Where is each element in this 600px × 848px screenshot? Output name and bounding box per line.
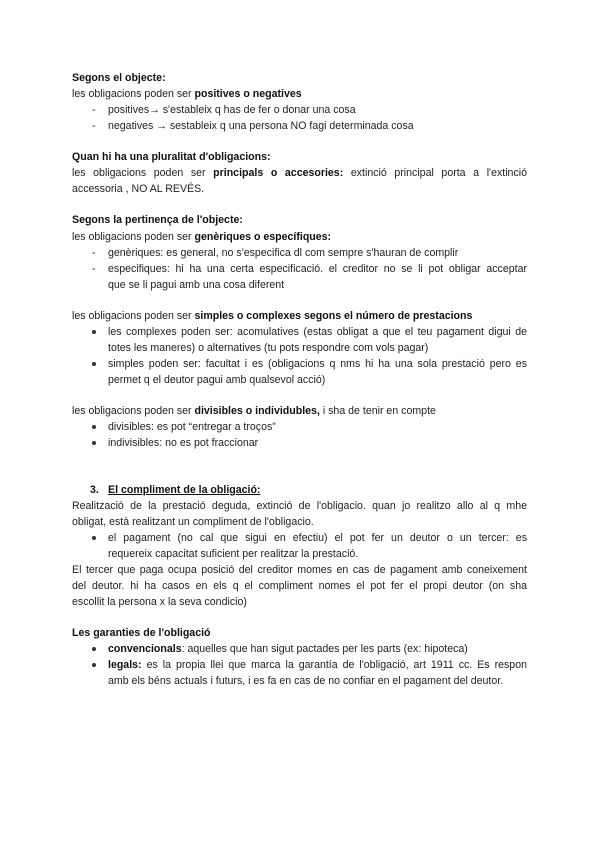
- text-run: escollit la persona x la seva condicio): [72, 596, 247, 608]
- bullet-icon: [92, 658, 96, 673]
- bold-text: genèriques o específiques:: [194, 231, 332, 243]
- text-line: [108, 278, 284, 293]
- list-number: 3.: [90, 484, 99, 496]
- dash-marker: -: [92, 104, 96, 116]
- text-run: les obligacions poden ser: [72, 231, 195, 243]
- bold-text: legals:: [108, 659, 142, 671]
- text-run: totes les maneres) o alternatives (tu pots respondre com vols pagar): [108, 342, 429, 354]
- text-line: [72, 499, 527, 514]
- bullet-icon: [92, 531, 96, 546]
- text-run: Realització de la prestació deguda, extinció de l'obligacio. quan jo realitzo allo al q mhe: [72, 500, 527, 512]
- bullet-icon: [92, 436, 96, 451]
- text-line: [108, 547, 358, 562]
- section-heading: [72, 150, 271, 165]
- text-run: genèriques: es general, no s'especifica dl com sempre s'hauran de complir: [108, 247, 459, 259]
- text-run: les obligacions poden ser: [72, 167, 214, 179]
- bold-text: Segons la pertinença de l'objecte:: [72, 214, 243, 226]
- text-run: i sha de tenir en compte: [319, 405, 436, 417]
- bullet-icon: [92, 420, 96, 435]
- text-line: [72, 563, 527, 578]
- text-run: negatives → sestableix q una persona NO fagi determinada cosa: [108, 120, 414, 132]
- text-run: divisibles: es pot “entregar a troços”: [108, 421, 276, 433]
- text-run: el pagament (no cal que sigui en efectiu) el pot fer un deutor o un tercer: es: [108, 532, 527, 544]
- text-line: [108, 658, 527, 673]
- dash-marker: -: [92, 120, 96, 132]
- text-run: que se li pagui amb una cosa diferent: [108, 279, 285, 291]
- text-line: [108, 642, 468, 657]
- text-run: obligat, està realitzant un compliment de l'obligacio.: [72, 516, 314, 528]
- text-run: amb els béns actuals i futurs, i es fa en cas de no confiar en el pagament del deutor.: [108, 675, 504, 687]
- text-line: [108, 325, 527, 340]
- bold-text: positives o negatives: [194, 88, 302, 100]
- text-run: especifiques: hi ha una certa especificació. el creditor no se li pot obligar acceptar: [108, 263, 527, 275]
- text-line: [72, 182, 204, 197]
- text-run: permet q el deutor pagui amb qualsevol acció): [108, 374, 326, 386]
- text-line: [108, 436, 258, 451]
- bullet-icon: [92, 357, 96, 372]
- text-line: [72, 230, 331, 245]
- bold-text: Les garanties de l'obligació: [72, 627, 211, 639]
- section-heading: [72, 71, 166, 86]
- text-run: indivisibles: no es pot fraccionar: [108, 437, 259, 449]
- text-line: [108, 246, 458, 261]
- text-line: [72, 595, 247, 610]
- text-run: les obligacions poden ser: [72, 405, 195, 417]
- text-line: [108, 531, 527, 546]
- text-line: [72, 309, 472, 324]
- text-run: : aquelles que han sigut pactades per les parts (ex: hipoteca): [181, 643, 468, 655]
- bullet-icon: [92, 642, 96, 657]
- section-heading: [108, 483, 260, 498]
- text-line: [108, 420, 276, 435]
- text-run: les obligacions poden ser: [72, 310, 195, 322]
- text-line: [72, 87, 302, 102]
- section-heading: [72, 213, 243, 228]
- bold-text: principals o accesories:: [213, 167, 344, 179]
- text-run: simples poden ser: facultat i es (obligacions q nms hi ha una sola prestació pero es: [108, 358, 527, 370]
- bold-text: simples o complexes segons el número de prestacions: [194, 310, 473, 322]
- text-line: [108, 103, 356, 118]
- text-run: requereix capacitat suficient per realitzar la prestació.: [108, 548, 359, 560]
- text-line: [108, 119, 414, 134]
- text-line: [108, 357, 527, 372]
- dash-marker: -: [92, 247, 96, 259]
- bold-text: El compliment de la obligació:: [108, 484, 261, 496]
- section-heading: [72, 626, 211, 641]
- text-run: es la propia llei que marca la garantía de l'obligació, art 1911 cc. Es respon: [141, 659, 527, 671]
- dash-marker: -: [92, 263, 96, 275]
- text-line: [108, 674, 503, 689]
- bold-text: Segons el objecte:: [72, 72, 166, 84]
- text-line: [108, 341, 428, 356]
- text-line: [72, 166, 527, 181]
- text-run: les obligacions poden ser: [72, 88, 195, 100]
- text-line: [72, 579, 527, 594]
- text-run: accessoria , NO AL REVÉS.: [72, 183, 205, 195]
- bold-text: Quan hi ha una pluralitat d'obligacions:: [72, 151, 271, 163]
- bold-text: convencionals: [108, 643, 182, 655]
- text-run: del deutor. hi ha casos en els q el compliment nomes el pot fer el propi deutor (on sha: [72, 580, 527, 592]
- text-run: positives→ s'estableix q has de fer o donar una cosa: [108, 104, 356, 116]
- text-run: extinció principal porta a l'extinció: [343, 167, 527, 179]
- bold-text: divisibles o individubles,: [194, 405, 320, 417]
- text-line: [72, 404, 436, 419]
- text-run: El tercer que paga ocupa posició del creditor momes en cas de pagament amb coneixement: [72, 564, 527, 576]
- bullet-icon: [92, 325, 96, 340]
- text-line: [72, 515, 314, 530]
- text-run: les complexes poden ser: acomulatives (estas obligat a que el teu pagament digui de: [108, 326, 527, 338]
- text-line: [108, 373, 325, 388]
- text-line: [108, 262, 527, 277]
